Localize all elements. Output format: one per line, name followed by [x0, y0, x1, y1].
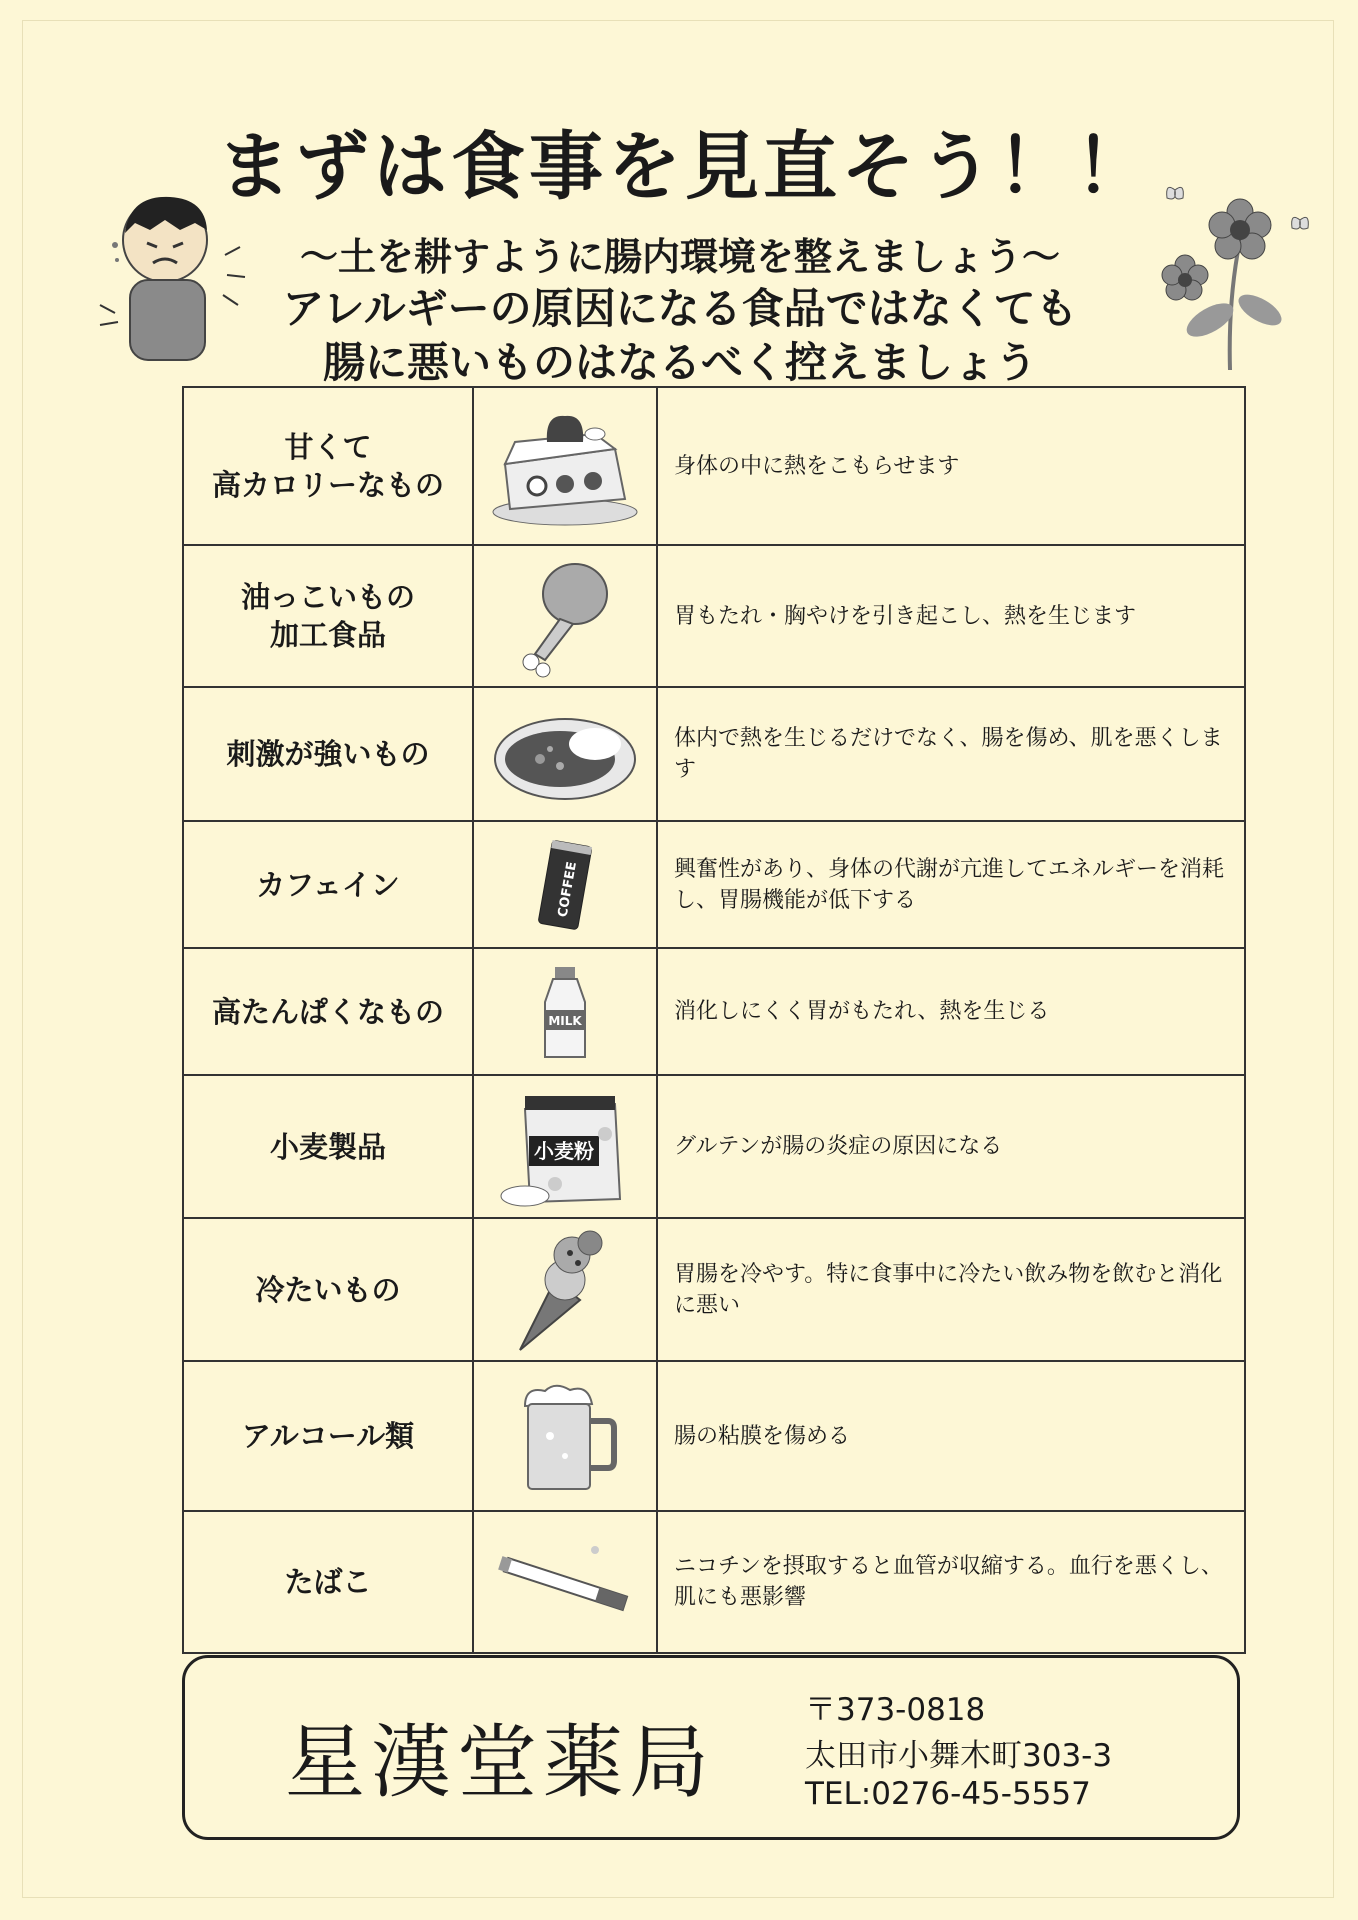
beer-mug-icon [510, 1376, 620, 1496]
milk-bottle-label: MILK [548, 1013, 582, 1028]
pharmacy-info-box [182, 1655, 1240, 1840]
description-cell: グルテンが腸の炎症の原因になる [657, 1075, 1245, 1218]
category-cell: 冷たいもの [183, 1218, 473, 1361]
description-cell: 胃腸を冷やす。特に食事中に冷たい飲み物を飲むと消化に悪い [657, 1218, 1245, 1361]
flower-butterfly-icon [1150, 180, 1325, 380]
coffee-can-icon [530, 835, 600, 935]
description-cell: 身体の中に熱をこもらせます [657, 387, 1245, 545]
description-cell: 胃もたれ・胸やけを引き起こし、熱を生じます [657, 545, 1245, 687]
flour-bag-label: 小麦粉 [534, 1139, 594, 1163]
category-cell: 油っこいもの 加工食品 [183, 545, 473, 687]
description-cell: 腸の粘膜を傷める [657, 1361, 1245, 1511]
table-row [183, 1218, 1245, 1361]
flour-bag-icon [495, 1084, 635, 1209]
table-row [183, 948, 1245, 1075]
sick-boy-icon [95, 185, 265, 375]
category-cell: たばこ [183, 1511, 473, 1653]
category-cell: 刺激が強いもの [183, 687, 473, 821]
description-cell: ニコチンを摂取すると血管が収縮する。血行を悪くし、肌にも悪影響 [657, 1511, 1245, 1653]
category-cell: 甘くて 高カロリーなもの [183, 387, 473, 545]
food-table [182, 386, 1246, 1654]
category-cell: 高たんぱくなもの [183, 948, 473, 1075]
description-cell: 体内で熱を生じるだけでなく、腸を傷め、肌を悪くします [657, 687, 1245, 821]
cigarette-icon [490, 1532, 640, 1632]
phone-number: TEL:0276-45-5557 [805, 1776, 1091, 1812]
milk-bottle-icon [535, 962, 595, 1062]
cake-icon [485, 404, 645, 529]
postal-code: 〒373-0818 [805, 1692, 986, 1728]
subtitle-2: アレルギーの原因になる食品ではなくても [282, 284, 1078, 333]
category-cell: 小麦製品 [183, 1075, 473, 1218]
table-row [183, 387, 1245, 545]
category-cell: カフェイン [183, 821, 473, 948]
subtitle-3: 腸に悪いものはなるべく控えましょう [322, 338, 1037, 387]
pharmacy-name: 星漢堂薬局 [285, 1716, 715, 1809]
curry-icon [490, 704, 640, 804]
description-cell: 興奮性があり、身体の代謝が亢進してエネルギーを消耗し、胃腸機能が低下する [657, 821, 1245, 948]
table-row [183, 545, 1245, 687]
table-row [183, 821, 1245, 948]
coffee-can-label: COFFEE [555, 860, 581, 918]
table-row [183, 1511, 1245, 1653]
ice-cream-icon [510, 1225, 620, 1355]
category-cell: アルコール類 [183, 1361, 473, 1511]
table-row [183, 1361, 1245, 1511]
description-cell: 消化しにくく胃がもたれ、熱を生じる [657, 948, 1245, 1075]
subtitle-1: ～土を耕すように腸内環境を整えましょう～ [299, 235, 1060, 279]
address: 太田市小舞木町303-3 [805, 1738, 1113, 1774]
table-row [183, 1075, 1245, 1218]
page-title: まずは食事を見直そう！！ [217, 124, 1153, 210]
fried-chicken-icon [505, 554, 625, 679]
table-row [183, 687, 1245, 821]
